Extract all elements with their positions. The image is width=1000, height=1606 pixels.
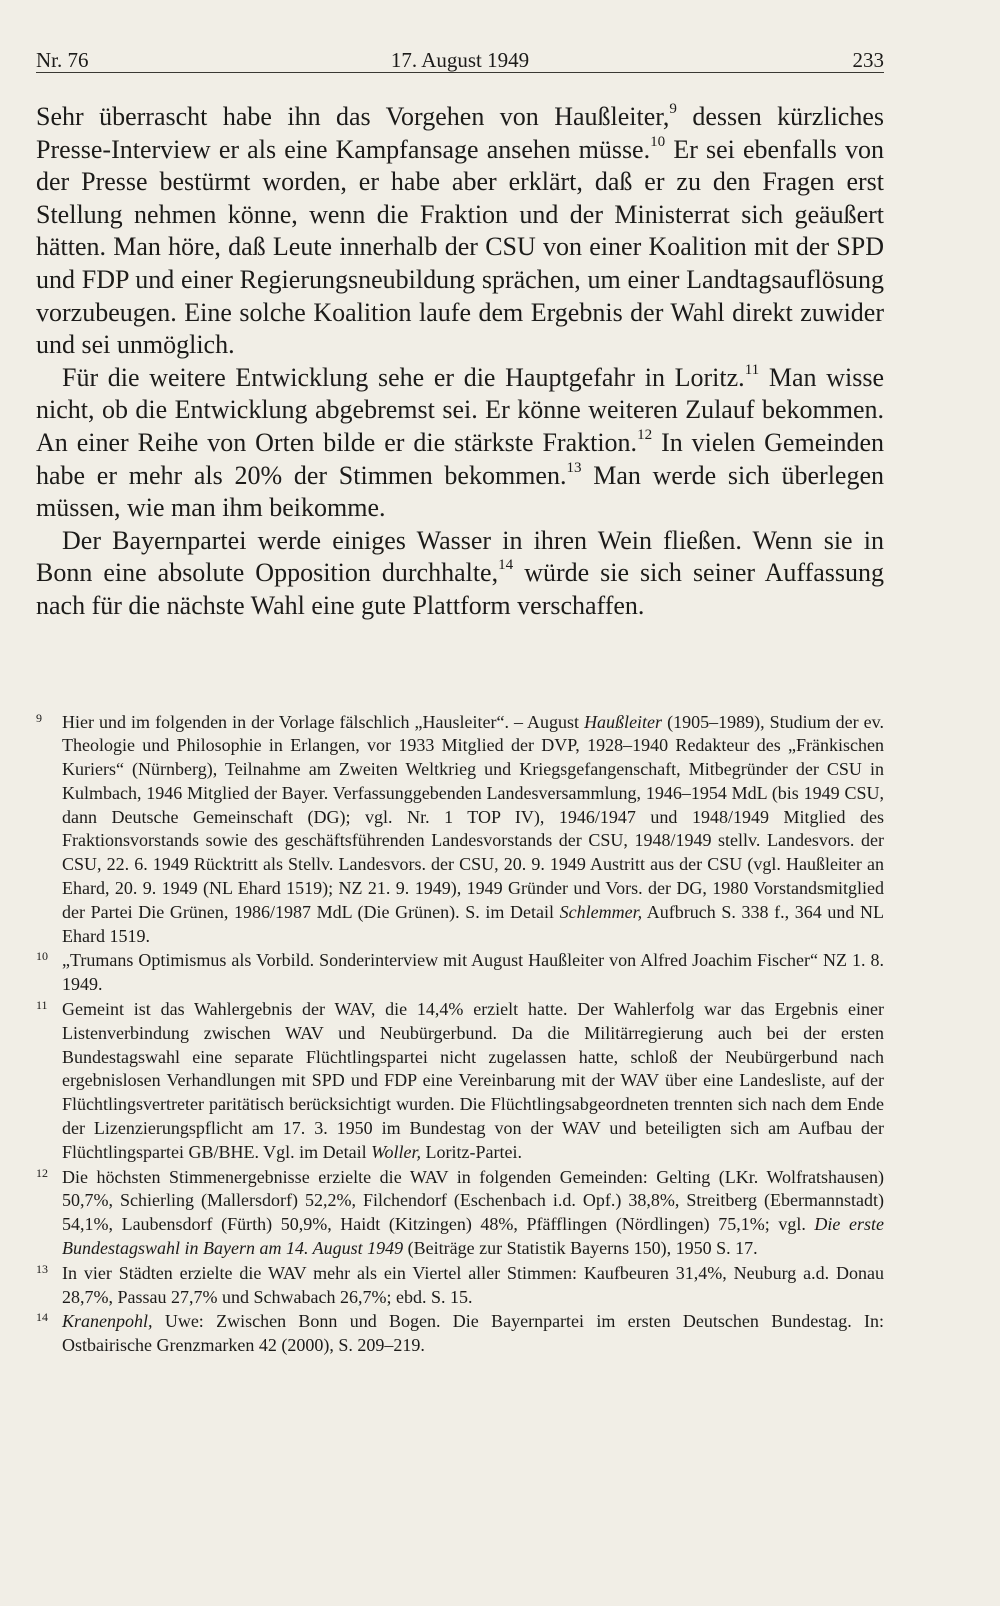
- text-run: dessen kürzliches Presse-Interview er als eine Kampfansage ansehen müsse.: [36, 102, 884, 164]
- footnote-ref[interactable]: 9: [669, 101, 677, 118]
- footnote-number: 14: [36, 1310, 48, 1325]
- footnote-text: Aufbruch S. 338 f., 364 und NL Ehard 1519.: [62, 901, 885, 946]
- text-run: Sehr überrascht habe ihn das Vorgehen von Haußleiter,: [36, 102, 670, 131]
- footnote-text: Gemeint ist das Wahlergebnis der WAV, die 14,4% erzielt hatte. Der Wahlerfolg war das Ergebnis einer Listenverbindung zwischen WAV und Neubürgerbund. Da die Militärregierung auch bei der ersten Bundestagswahl eine separate Flüchtlingspartei nicht zugelassen hatte, schloß der Neubürgerbund nach ergebnislosen Verhandlungen mit SPD und FDP eine Vereinbarung mit der WAV über eine Landesliste, auf der Flüchtlingsvertreter paritätisch berücksichtigt wurden. Die Flüchtlingsabgeordneten trennten sich nach dem Ende der Lizenzierungspflicht am 17. 3. 1950 im Bundestag von der WAV und beteiligten sich am Aufbau der Flüchtlingspartei GB/BHE. Vgl. im Detail: [62, 999, 884, 1162]
- footnote-text: Die höchsten Stimmenergebnisse erzielte die WAV in folgenden Gemeinden: Gelting (LKr. Wolfratshausen) 50,7%, Schierling (Mallersdorf) 52,2%, Filchendorf (Eschenbach i.d. Opf.) 38,8%, Streitberg (Ebermannstadt) 54,1%, Laubensdorf (Fürth) 50,9%, Haidt (Kitzingen) 48%, Pfäfflingen (Nördlingen) 75,1%; vgl.: [62, 1166, 884, 1235]
- footnote-14: [36, 1310, 884, 1358]
- footnote-ref[interactable]: 12: [637, 427, 653, 444]
- document-date: 17. August 1949: [390, 48, 530, 72]
- footnote-text: „Trumans Optimismus als Vorbild. Sonderinterview mit August Haußleiter von Alfred Joachim Fischer“ NZ 1. 8. 1949.: [62, 950, 884, 995]
- text-run: Für die weitere Entwicklung sehe er die Hauptgefahr in Loritz.: [62, 362, 745, 392]
- footnote-ref[interactable]: 10: [650, 133, 666, 150]
- footnote-italic: Die erste Bundestagswahl in Bayern am 14. August 1949: [62, 1214, 884, 1259]
- paragraph-1: [36, 101, 884, 362]
- paragraph-3: [36, 525, 884, 623]
- footnote-ref[interactable]: 11: [744, 361, 760, 378]
- footnotes: [36, 711, 884, 1359]
- text-run: Er sei ebenfalls von der Presse bestürmt worden, er habe aber erklärt, daß er zu den Fragen erst Stellung nehmen könne, wenn die Fraktion und der Ministerrat sich geäußert hätten. Man höre, daß Leute innerhalb der CSU von einer Koalition mit der SPD und FDP und einer Regierungsneubildung sprächen, um einer Landtagsauflösung vorzubeugen. Eine solche Koalition laufe dem Ergebnis der Wahl direkt zuwider und sei unmöglich.: [36, 134, 885, 360]
- footnote-italic: Kranenpohl,: [62, 1311, 153, 1332]
- footnote-number: 13: [36, 1261, 48, 1276]
- footnote-13: [36, 1262, 884, 1310]
- footnote-number: 11: [36, 998, 48, 1013]
- footnote-text: (1905–1989), Studium der ev. Theologie und Philosophie in Erlangen, vor 1933 Mitglied der DVP, 1928–1940 Redakteur des „Fränkischen Kuriers“ (Nürnberg), Teilnahme am Zweiten Weltkrieg und Kriegsgefangenschaft, Mitbegründer der CSU in Kulmbach, 1946 Mitglied der Bayer. Verfassunggebenden Landesversammlung, 1946–1954 MdL (bis 1949 CSU, dann Deutsche Gemeinschaft (DG); vgl. Nr. 1 TOP IV), 1946/1947 und 1948/1949 Mitglied des Fraktionsvorstands sowie des geschäftsführenden Landesvorstands der CSU, 1948/1949 stellv. Landesvors. der CSU, 22. 6. 1949 Rücktritt als Stellv. Landesvors. der CSU, 20. 9. 1949 Austritt aus der CSU (vgl. Haußleiter an Ehard, 20. 9. 1949 (NL Ehard 1519); NZ 21. 9. 1949), 1949 Gründer und Vors. der DG, 1980 Vorstandsmitglied der Partei Die Grünen, 1986/1987 MdL (Die Grünen). S. im Detail: [62, 711, 884, 922]
- footnote-text: (Beiträge zur Statistik Bayerns 150), 1950 S. 17.: [403, 1238, 758, 1259]
- page-number: 233: [852, 48, 884, 72]
- footnote-ref[interactable]: 14: [498, 557, 514, 574]
- footnote-italic: Haußleiter: [584, 711, 663, 732]
- document-number: Nr. 76: [36, 48, 89, 72]
- text-run: würde sie sich seiner Auffassung nach für die nächste Wahl eine gute Plattform verschaffen.: [36, 558, 884, 620]
- footnote-number: 12: [36, 1165, 48, 1180]
- body-text: [36, 101, 884, 623]
- text-run: Der Bayernpartei werde einiges Wasser in ihren Wein fließen. Wenn sie in Bonn eine absolute Opposition durchhalte,: [36, 525, 884, 588]
- footnote-text: In vier Städten erzielte die WAV mehr als ein Viertel aller Stimmen: Kaufbeuren 31,4%, Neuburg a.d. Donau 28,7%, Passau 27,7% und Schwabach 26,7%; ebd. S. 15.: [62, 1262, 884, 1307]
- footnote-text: Hier und im folgenden in der Vorlage fälschlich „Hausleiter“. – August: [62, 711, 585, 732]
- footnote-text: Uwe: Zwischen Bonn und Bogen. Die Bayernpartei im ersten Deutschen Bundestag. In: Ostbairische Grenzmarken 42 (2000), S. 209–219.: [62, 1311, 884, 1356]
- running-header: [36, 40, 884, 73]
- footnote-11: [36, 998, 884, 1165]
- document-page: [36, 40, 884, 1358]
- footnote-10: [36, 949, 884, 997]
- footnote-12: [36, 1166, 884, 1261]
- footnote-number: 10: [36, 949, 48, 964]
- paragraph-2: [36, 362, 884, 525]
- text-run: Man wisse nicht, ob die Entwicklung abgebremst sei. Er könne weiteren Zulauf bekommen. An einer Reihe von Orten bilde er die stärkste Fraktion.: [36, 362, 885, 457]
- footnote-ref[interactable]: 13: [566, 459, 582, 476]
- footnote-italic: Woller,: [371, 1141, 421, 1162]
- footnote-9: [36, 711, 884, 949]
- footnote-number: 9: [36, 710, 42, 725]
- text-run: Man werde sich überlegen müssen, wie man ihm beikomme.: [36, 460, 884, 523]
- text-run: In vielen Gemeinden habe er mehr als 20% der Stimmen bekommen.: [36, 427, 885, 490]
- footnote-text: Loritz-Partei.: [421, 1141, 522, 1162]
- footnote-italic: Schlemmer,: [559, 901, 643, 922]
